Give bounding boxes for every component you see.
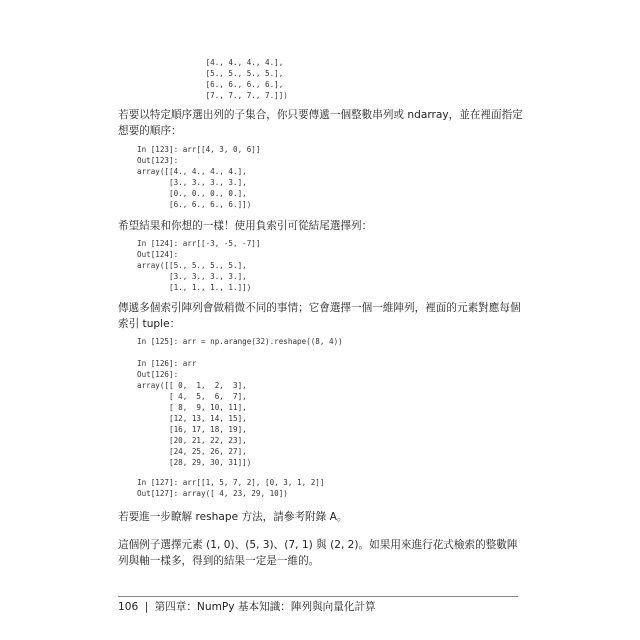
code-block-in-123: In [123]: arr[[4, 3, 0, 6]] Out[123]: array([[4., 4., 4., 4.], [3., 3., 3., 3.], [0., 0., 0., 0.], [6., 6., 6., 6.]]) — [137, 145, 261, 209]
paragraph-line: 若要進一步瞭解 reshape 方法，請參考附錄 A。 — [118, 511, 348, 523]
paragraph-line: 想要的順序： — [118, 125, 182, 137]
paragraph-multiple-index-arrays — [118, 300, 521, 332]
paragraph-reshape-note — [118, 509, 518, 525]
paragraph-line: 索引 tuple： — [118, 318, 181, 330]
paragraph-line: 希望結果和你想的一樣！使用負索引可從結尾選擇列： — [118, 220, 373, 232]
paragraph-line: 若要以特定順序選出列的子集合，你只要傳遞一個整數串列或 ndarray，並在裡面指定 — [118, 109, 523, 121]
code-block-array-output: [4., 4., 4., 4.], [5., 5., 5., 5.], [6., 6., 6., 6.], [7., 7., 7., 7.]]) — [205, 58, 288, 100]
paragraph-line: 列與軸一樣多，得到的結果一定是一維的。 — [118, 555, 320, 567]
chapter-title: 第四章：NumPy 基本知識：陣列與向量化計算 — [154, 601, 376, 613]
footer-separator: | — [144, 601, 149, 613]
code-block-in-126: In [126]: arr Out[126]: array([[ 0, 1, 2, 3], [ 4, 5, 6, 7], [ 8, 9, 10, 11], [12, 13, 14, 15], [16, 17, 18, 19], [20, 21, 22, 23], [24, 25, 26, 27], [28, 29, 30, 31]]) — [137, 359, 252, 467]
paragraph-negative-index — [118, 218, 518, 234]
page-number: 106 — [118, 601, 139, 613]
paragraph-fancy-indexing-result — [118, 537, 518, 569]
paragraph-line: 這個例子選擇元素 (1, 0)、(5, 3)、(7, 1) 與 (2, 2)。如果用來進行花式檢索的整數陣 — [118, 539, 518, 551]
code-block-in-127: In [127]: arr[[1, 5, 7, 2], [0, 3, 1, 2]] Out[127]: array([ 4, 23, 29, 10]) — [137, 478, 325, 498]
code-block-in-124: In [124]: arr[[-3, -5, -7]] Out[124]: array([[5., 5., 5., 5.], [3., 3., 3., 3.], [1., 1., 1., 1.]]) — [137, 239, 261, 292]
paragraph-line: 傳遞多個索引陣列會做稍微不同的事情；它會選擇一個一維陣列，裡面的元素對應每個 — [118, 302, 521, 314]
page-footer — [118, 600, 376, 614]
paragraph-ordered-subset — [118, 107, 523, 139]
footer-divider — [118, 596, 518, 597]
code-block-in-125: In [125]: arr = np.arange(32).reshape((8, 4)) — [137, 337, 343, 346]
